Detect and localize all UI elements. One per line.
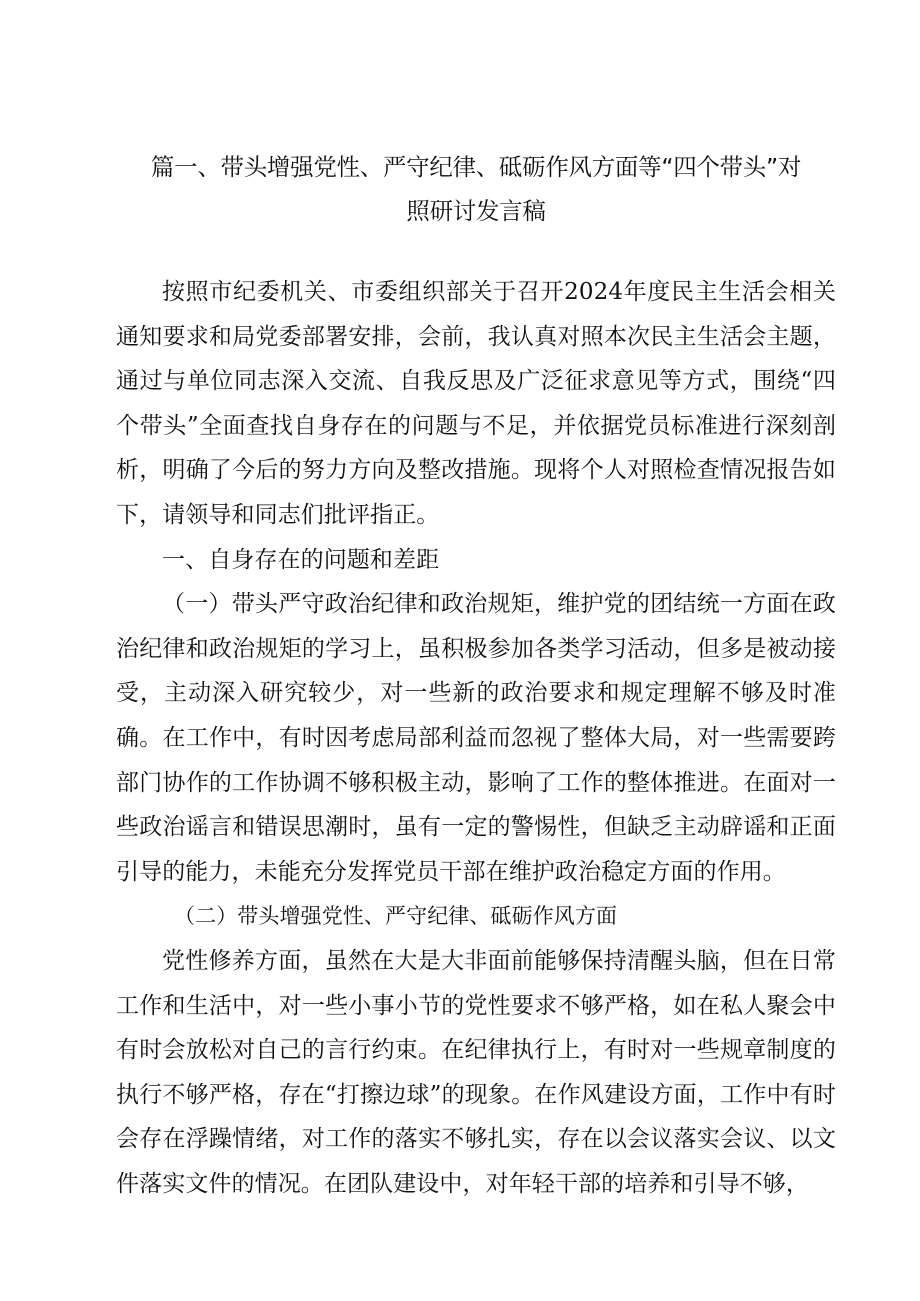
- title-line-2: 照研讨发言稿: [406, 197, 546, 225]
- subsection-heading-2: （二）带头增强党性、严守纪律、砥砺作风方面: [174, 904, 618, 929]
- section-heading-1: 一、自身存在的问题和差距: [162, 546, 440, 573]
- document-body: [116, 270, 836, 1206]
- subsection-1-paragraph: （一）带头严守政治纪律和政治规矩，维护党的团结统一方面在政治纪律和政治规矩的学习上，虽积极参加各类学习活动，但多是被动接受，主动深入研究较少，对一些新的政治要求和规定理解不够及时准确。在工作中，有时因考虑局部利益而忽视了整体大局，对一些需要跨部门协作的工作协调不够积极主动，影响了工作的整体推进。在面对一些政治谣言和错误思潮时，虽有一定的警惕性，但缺乏主动辟谣和正面引导的能力，未能充分发挥党员干部在维护政治稳定方面的作用。: [116, 591, 836, 885]
- intro-paragraph: 按照市纪委机关、市委组织部关于召开2024年度民主生活会相关通知要求和局党委部署安排，会前，我认真对照本次民主生活会主题，通过与单位同志深入交流、自我反思及广泛征求意见等方式，围绕“四个带头”全面查找自身存在的问题与不足，并依据党员标准进行深刻剖析，明确了今后的努力方向及整改措施。现将个人对照检查情况报告如下，请领导和同志们批评指正。: [116, 279, 836, 528]
- subsection-2-paragraph: 党性修养方面，虽然在大是大非面前能够保持清醒头脑，但在日常工作和生活中，对一些小事小节的党性要求不够严格，如在私人聚会中有时会放松对自己的言行约束。在纪律执行上，有时对一些规章制度的执行不够严格，存在“打擦边球”的现象。在作风建设方面，工作中有时会存在浮躁情绪，对工作的落实不够扎实，存在以会议落实会议、以文件落实文件的情况。在团队建设中，对年轻干部的培养和引导不够，: [116, 947, 836, 1197]
- title-line-1: 篇一、带头增强党性、严守纪律、砥砺作风方面等“四个带头”对: [150, 153, 802, 181]
- document-title: [118, 145, 834, 233]
